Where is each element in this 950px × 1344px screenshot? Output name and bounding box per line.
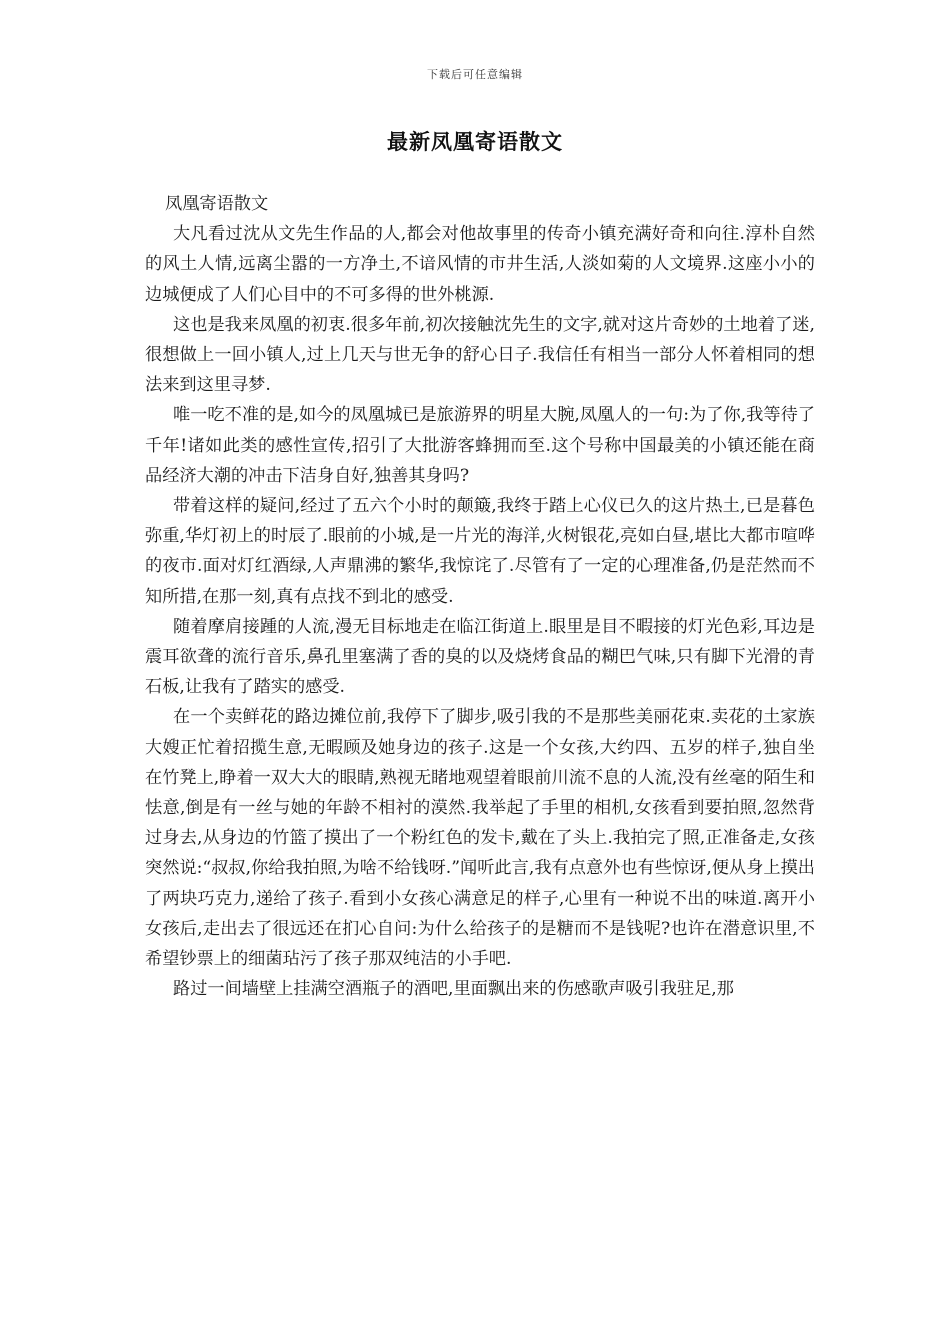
paragraph: 带着这样的疑问,经过了五六个小时的颠簸,我终于踏上心仪已久的这片热土,已是暮色弥重,华灯初上的时辰了.眼前的小城,是一片光的海洋,火树银花,亮如白昼,堪比大都市喧哗的夜市.面对灯红酒绿,人声鼎沸的繁华,我惊诧了.尽管有了一定的心理准备,仍是茫然而不知所措,在那一刻,真有点找不到北的感受.: [145, 496, 815, 607]
paragraph: 大凡看过沈从文先生作品的人,都会对他故事里的传奇小镇充满好奇和向往.淳朴自然的风土人情,远离尘嚣的一方净土,不谙风情的市井生活,人淡如菊的人文境界.这座小小的边城便成了人们心目中的不可多得的世外桃源.: [145, 224, 815, 305]
document-title: 最新凤凰寄语散文: [387, 129, 563, 154]
paragraph: 唯一吃不准的是,如今的凤凰城已是旅游界的明星大腕,凤凰人的一句:为了你,我等待了千年!诸如此类的感性宣传,招引了大批游客蜂拥而至.这个号称中国最美的小镇还能在商品经济大潮的冲击下洁身自好,独善其身吗?: [145, 405, 815, 486]
paragraph: 在一个卖鲜花的路边摊位前,我停下了脚步,吸引我的不是那些美丽花束.卖花的土家族大嫂正忙着招揽生意,无暇顾及她身边的孩子.这是一个女孩,大约四、五岁的样子,独自坐在竹凳上,睁着一双大大的眼睛,熟视无睹地观望着眼前川流不息的人流,没有丝毫的陌生和怯意,倒是有一丝与她的年龄不相衬的漠然.我举起了手里的相机,女孩看到要拍照,忽然背过身去,从身边的竹篮了摸出了一个粉红色的发卡,戴在了头上.我拍完了照,正准备走,女孩突然说:“叔叔,你给我拍照,为啥不给钱呀.”闻听此言,我有点意外也有些惊讶,便从身上摸出了两块巧克力,递给了孩子.看到小女孩心满意足的样子,心里有一种说不出的味道.离开小女孩后,走出去了很远还在扪心自问:为什么给孩子的是糖而不是钱呢?也许在潜意识里,不希望钞票上的细菌玷污了孩子那双纯洁的小手吧.: [145, 707, 815, 970]
document-body: [145, 189, 815, 1004]
paragraph: 路过一间墙壁上挂满空酒瓶子的酒吧,里面飘出来的伤感歌声吸引我驻足,那: [173, 979, 734, 1000]
header-note: 下载后可任意编辑: [427, 68, 523, 81]
article-subtitle: 凤凰寄语散文: [165, 194, 269, 214]
paragraph: 随着摩肩接踵的人流,漫无目标地走在临江街道上.眼里是目不暇接的灯光色彩,耳边是震耳欲聋的流行音乐,鼻孔里塞满了香的臭的以及烧烤食品的糊巴气味,只有脚下光滑的青石板,让我有了踏实的感受.: [145, 616, 815, 698]
paragraph: 这也是我来凤凰的初衷.很多年前,初次接触沈先生的文字,就对这片奇妙的土地着了迷,很想做上一回小镇人,过上几天与世无争的舒心日子.我信任有相当一部分人怀着相同的想法来到这里寻梦.: [145, 314, 815, 396]
